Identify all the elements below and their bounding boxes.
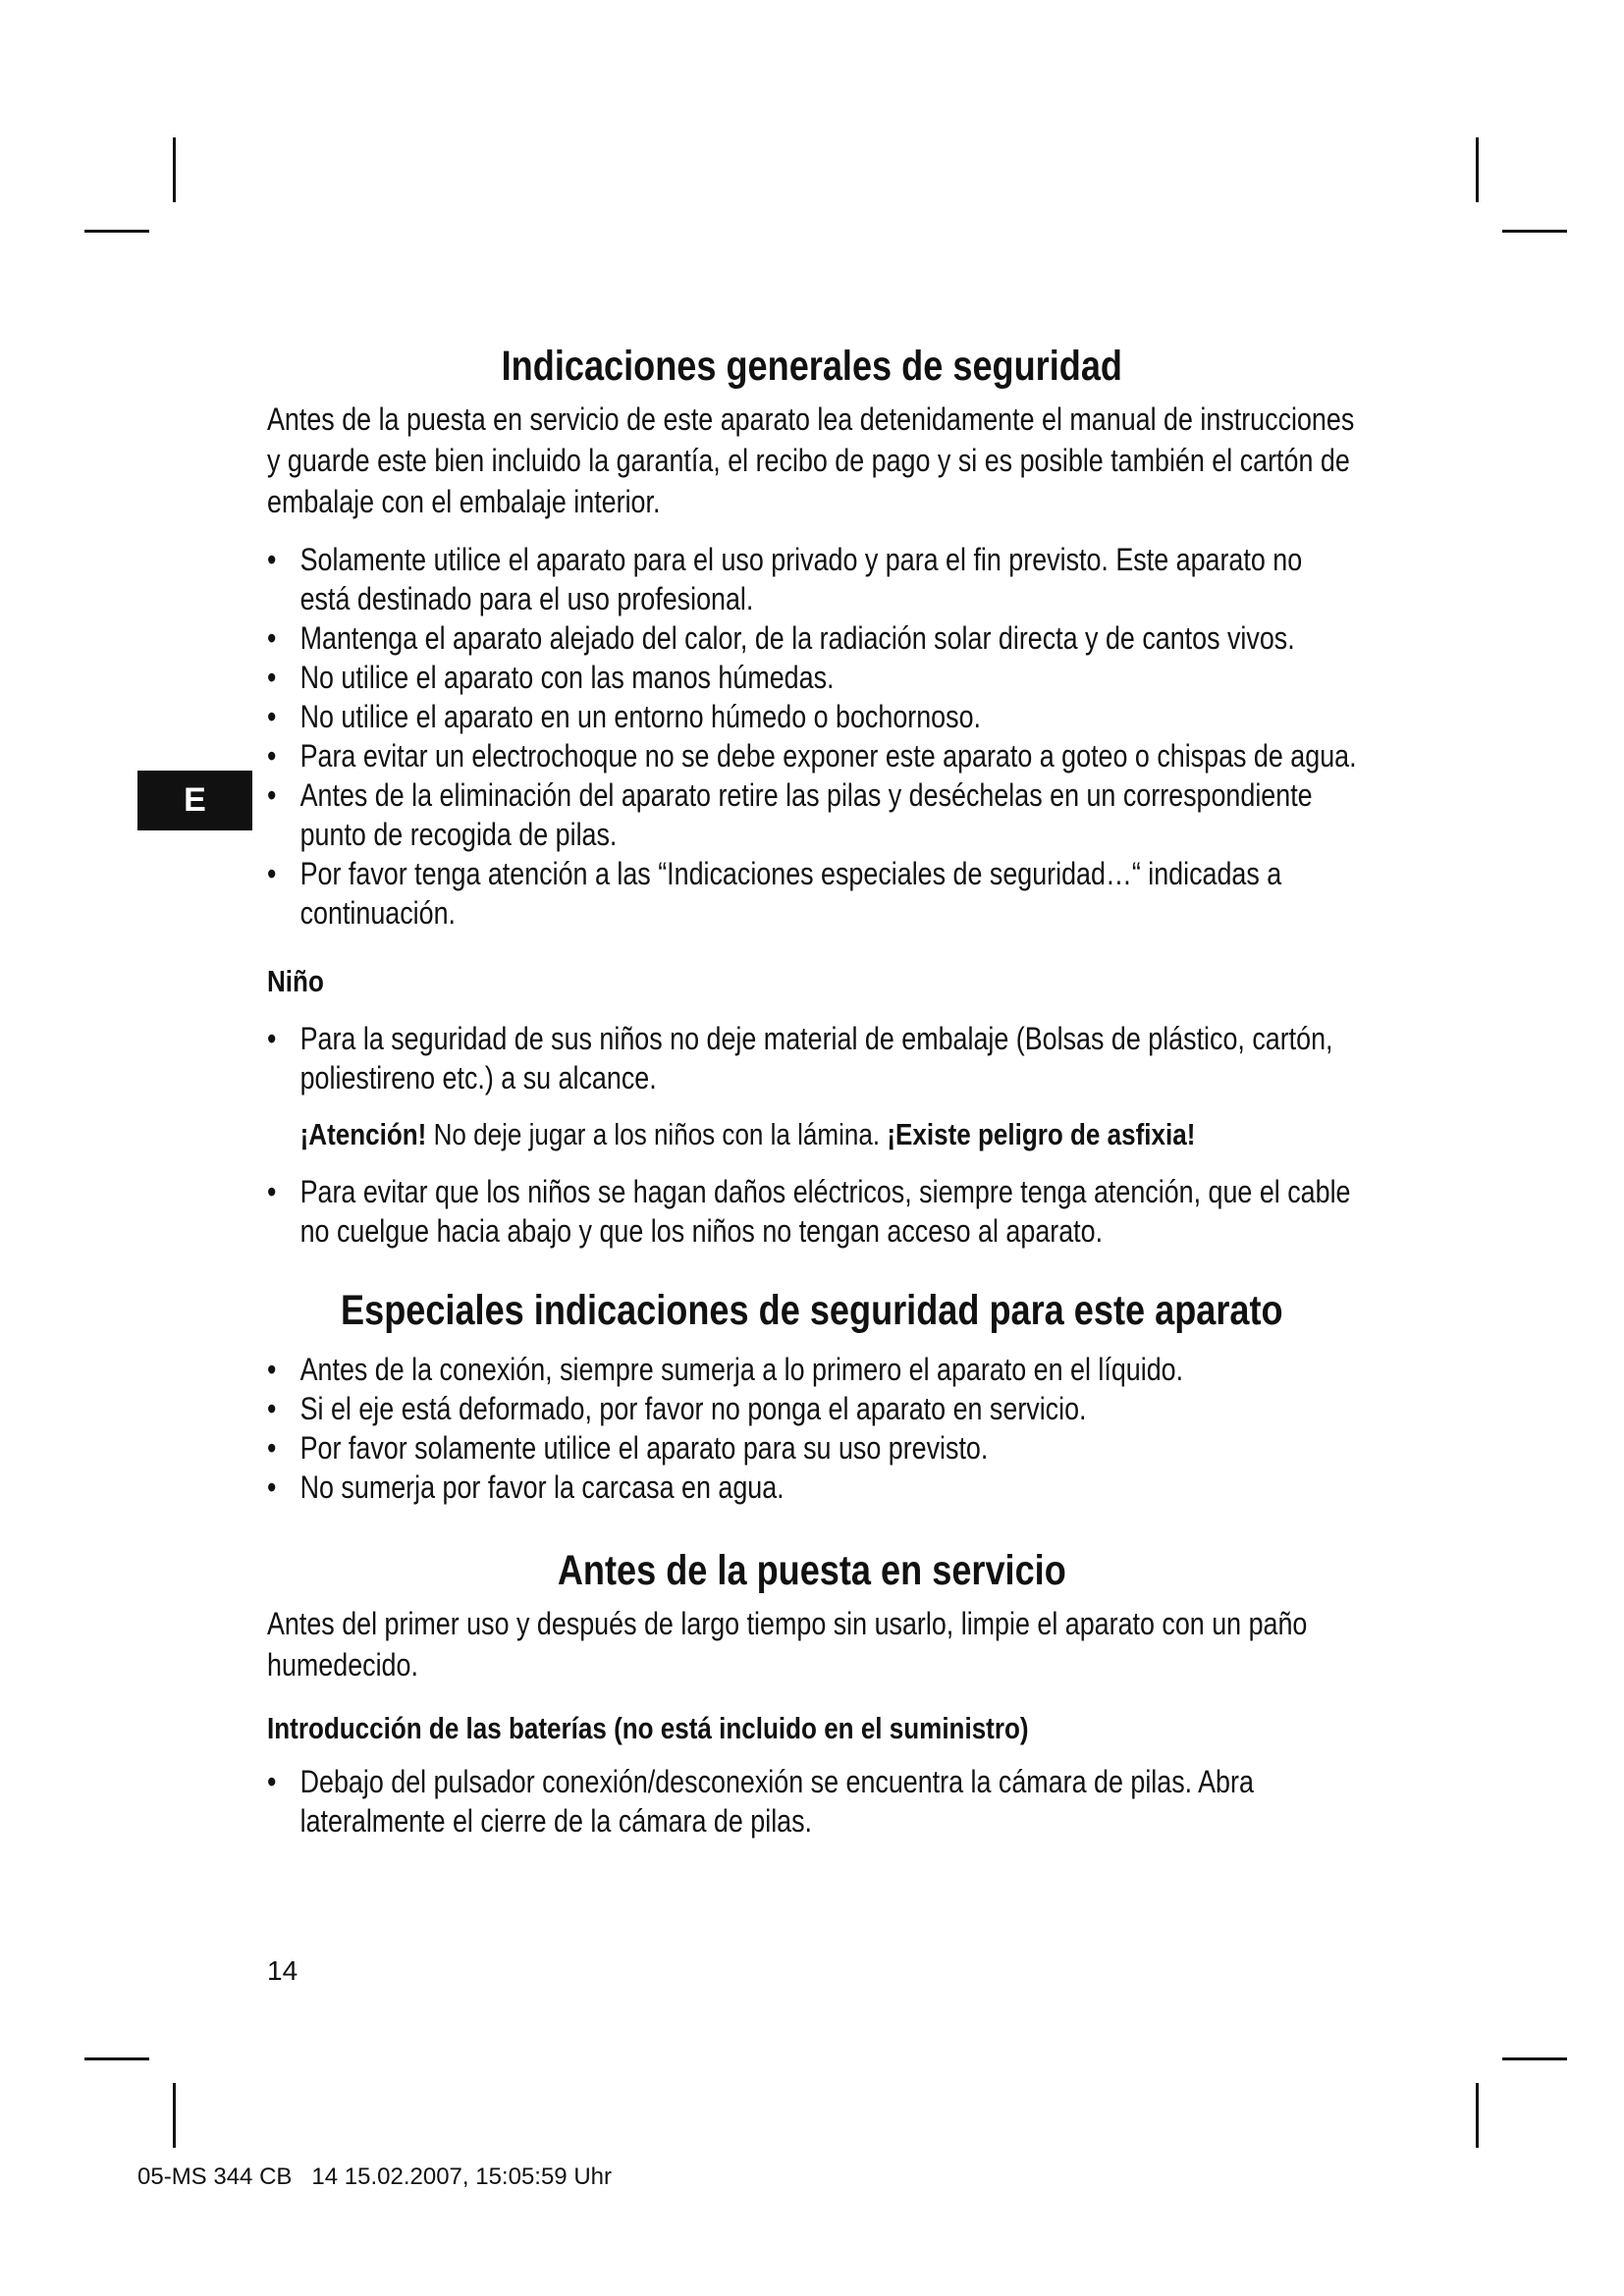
crop-mark-bottom-right-horizontal <box>1502 2057 1567 2060</box>
crop-mark-top-right-vertical <box>1476 137 1479 202</box>
list-item: • Mantenga el aparato alejado del calor, de la radiación solar directa y de cantos vivos. <box>267 619 1295 656</box>
general-safety-intro: Antes de la puesta en servicio de este aparato lea detenidamente el manual de instrucciones y guarde este bien incluido la garantía, el recibo de pago y si es posible también el cartón de embalaje con el embalaje interior. <box>267 400 1355 519</box>
page-number: 14 <box>267 1955 298 1986</box>
list-item: • Para la seguridad de sus niños no deje material de embalaje (Bolsas de plástico, cartón, poliestireno etc.) a su alcance. <box>267 1020 1333 1095</box>
general-safety-title: Indicaciones generales de seguridad <box>501 343 1122 390</box>
crop-mark-bottom-right-vertical <box>1476 2083 1479 2148</box>
list-item: • Antes de la eliminación del aparato retire las pilas y deséchelas en un correspondiente punto de recogida de pilas. <box>267 776 1313 852</box>
list-item: • Debajo del pulsador conexión/desconexión se encuentra la cámara de pilas. Abra lateralmente el cierre de la cámara de pilas. <box>267 1764 1254 1840</box>
list-item: • No utilice el aparato con las manos húmedas. <box>267 659 835 695</box>
battery-title: Introducción de las baterías (no está incluido en el suministro) <box>267 1711 1029 1746</box>
child-safety-list-1 <box>267 1019 1357 1097</box>
special-safety-title: Especiales indicaciones de seguridad para este aparato <box>341 1286 1283 1334</box>
crop-mark-top-left-horizontal <box>84 230 149 233</box>
crop-mark-bottom-left-horizontal <box>84 2057 149 2060</box>
print-footer: 05-MS 344 CB 14 15.02.2007, 15:05:59 Uhr <box>137 2163 612 2190</box>
list-item: • Para evitar que los niños se hagan daños eléctricos, siempre tenga atención, que el cable no cuelgue hacia abajo y que los niños no tengan acceso al aparato. <box>267 1173 1351 1249</box>
startup-intro: Antes del primer uso y después de largo tiempo sin usarlo, limpie el aparato con un paño humedecido. <box>267 1606 1308 1683</box>
list-item: • No utilice el aparato en un entorno húmedo o bochornoso. <box>267 698 981 734</box>
language-tab: E <box>137 771 252 830</box>
list-item: • No sumerja por favor la carcasa en agua. <box>267 1469 785 1506</box>
list-item: • Para evitar un electrochoque no se debe exponer este aparato a goteo o chispas de agua. <box>267 737 1357 774</box>
crop-mark-top-left-vertical <box>173 137 176 202</box>
list-item: • Solamente utilice el aparato para el uso privado y para el fin previsto. Este aparato no está destinado para el uso profesional. <box>267 541 1303 616</box>
battery-list <box>267 1762 1357 1841</box>
special-safety-list <box>267 1350 1357 1507</box>
page-content <box>267 342 1357 1841</box>
startup-title: Antes de la puesta en servicio <box>557 1547 1066 1595</box>
list-item: • Por favor solamente utilice el aparato para su uso previsto. <box>267 1430 989 1467</box>
child-safety-list-2 <box>267 1172 1357 1251</box>
list-item: • Antes de la conexión, siempre sumerja a lo primero el aparato en el líquido. <box>267 1352 1184 1388</box>
list-item: • Por favor tenga atención a las “Indicaciones especiales de seguridad…“ indicadas a continuación. <box>267 855 1282 931</box>
crop-mark-top-right-horizontal <box>1502 230 1567 233</box>
general-safety-list <box>267 540 1357 933</box>
suffocation-warning: ¡Atención! No deje jugar a los niños con la lámina. ¡Existe peligro de asfixia! <box>299 1116 1196 1151</box>
child-safety-title: Niño <box>267 963 324 998</box>
list-item: • Si el eje está deformado, por favor no ponga el aparato en servicio. <box>267 1391 1087 1427</box>
crop-mark-bottom-left-vertical <box>173 2083 176 2148</box>
